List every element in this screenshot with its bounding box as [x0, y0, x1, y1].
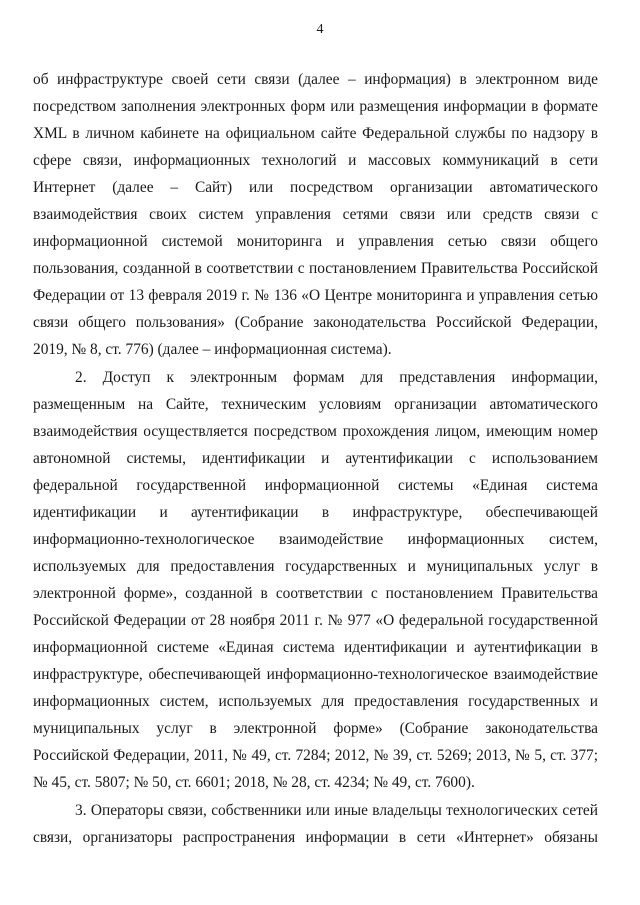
paragraph-2-first-line: 2. Доступ к электронным формам для представления информации,: [75, 369, 598, 386]
text-line: Российской Федерации, 2011, № 49, ст. 7284; 2012, № 39, ст. 5269; 2013, № 5, ст. 377;: [33, 747, 598, 764]
text-line: связи, организаторы распространения информации в сети «Интернет» обязаны: [33, 829, 598, 846]
text-line: взаимодействия осуществляется посредством прохождения лицом, имеющим номер: [33, 423, 598, 440]
text-line: сфере связи, информационных технологий и массовых коммуникаций в сети: [33, 152, 598, 169]
text-line: используемых для предоставления государственных и муниципальных услуг в: [33, 558, 598, 575]
text-line: инфраструктуре, обеспечивающей информационно-технологическое взаимодействие: [33, 666, 598, 683]
text-line: пользования, созданной в соответствии с постановлением Правительства Российской: [33, 260, 598, 277]
page-number: 4: [316, 22, 324, 37]
text-line: Российской Федерации от 28 ноября 2011 г. № 977 «О федеральной государственной: [33, 612, 598, 629]
text-line: информационных систем, используемых для предоставления государственных и: [33, 693, 598, 710]
text-line: взаимодействия своих систем управления сетями связи или средств связи с: [33, 206, 598, 223]
text-line: информационной системой мониторинга и управления сетью связи общего: [33, 233, 598, 250]
text-line: муниципальных услуг в электронной форме» (Собрание законодательства: [33, 720, 598, 737]
paragraph-3-first-line: 3. Операторы связи, собственники или иные владельцы технологических сетей: [75, 802, 598, 819]
text-line: № 45, ст. 5807; № 50, ст. 6601; 2018, № 28, ст. 4234; № 49, ст. 7600).: [33, 774, 475, 791]
text-line: Интернет (далее – Сайт) или посредством организации автоматического: [33, 179, 598, 196]
text-line: размещенным на Сайте, техническим условиям организации автоматического: [33, 396, 598, 413]
text-line: информационной системе «Единая система идентификации и аутентификации в: [33, 639, 598, 656]
text-line: идентификации и аутентификации в инфраструктуре, обеспечивающей: [33, 504, 598, 521]
text-line: связи общего пользования» (Собрание законодательства Российской Федерации,: [33, 314, 598, 331]
text-line: об инфраструктуре своей сети связи (далее – информация) в электронном виде: [33, 71, 598, 88]
text-line: XML в личном кабинете на официальном сайте Федеральной службы по надзору в: [33, 125, 598, 142]
text-line: 2019, № 8, ст. 776) (далее – информационная система).: [33, 341, 392, 358]
text-line: федеральной государственной информационной системы «Единая система: [33, 477, 598, 494]
text-line: информационно-технологическое взаимодействие информационных систем,: [33, 531, 598, 548]
text-line: электронной форме», созданной в соответствии с постановлением Правительства: [33, 585, 598, 602]
text-line: посредством заполнения электронных форм или размещения информации в формате: [33, 98, 598, 115]
text-line: Федерации от 13 февраля 2019 г. № 136 «О Центре мониторинга и управления сетью: [33, 287, 598, 304]
text-line: автономной системы, идентификации и аутентификации с использованием: [33, 450, 598, 467]
